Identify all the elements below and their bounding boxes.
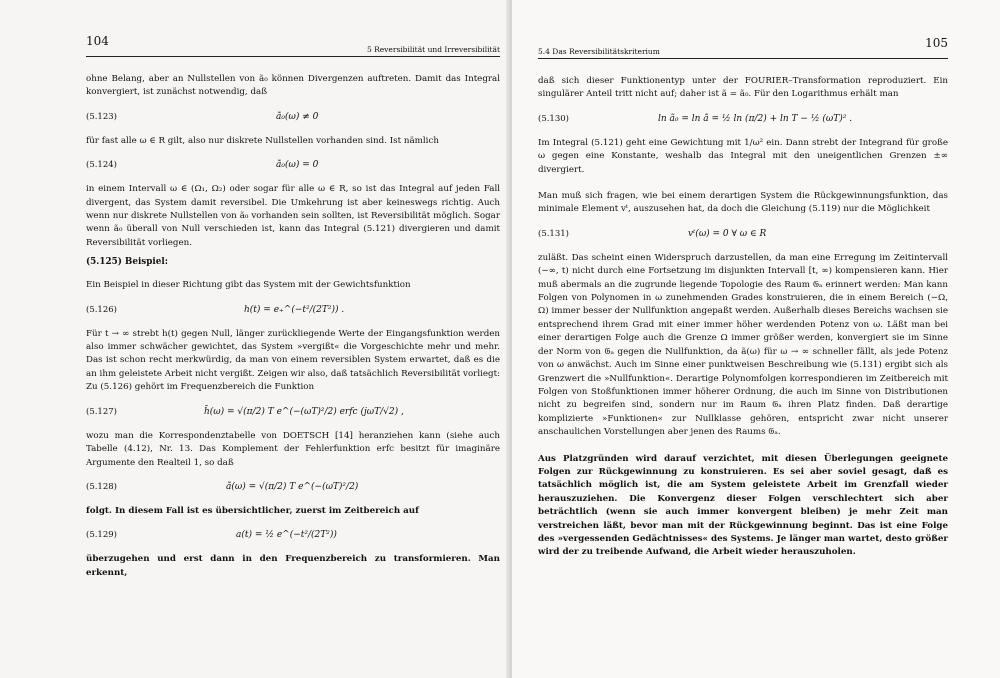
equation-number: (5.124) [86,160,117,171]
equation-formula: ln ã₀ = ln ã = ½ ln (π/2) + ln T − ½ (ωT)² . [658,113,853,124]
paragraph: für fast alle ω ∈ R gilt, also nur diskrete Nullstellen vorhanden sind. Ist nämlich [86,135,439,146]
running-head: 5.4 Das Reversibilitätskriterium [538,47,660,56]
equation-5-128 [86,477,500,499]
equation-5-131 [538,224,948,246]
equation-number: (5.123) [86,111,117,122]
equation-formula: a(t) = ½ e^(−t²/(2T²)) [236,530,337,541]
paragraph: zuläßt. Das scheint einen Widerspruch darzustellen, da man eine Erregung im Zeitintervall (−∞, t) nicht durch eine Fortsetzung im disjunkten Intervall [t, ∞) kompensieren kann. Hier muß abermals an die zugrunde liegende Topologie des Raum 𝔊ₐ erinnert werden: Man kann Folgen von Polynomen in ω zunehmenden Grades konstruieren, die in einem Bereich (−Ω, Ω) immer besser der Nullfunktion angepaßt werden. Außerhalb dieses Bereichs wachsen sie entsprechend ihrem Grad mit einer immer höher werdenden Potenz von ω. Läßt man bei einer derartigen Folge auch die Grenze Ω immer größer werden, konvergiert sie im Sinne der Norm von 𝔊ₐ gegen die Nullfunktion, da ã(ω) für ω → ∞ schneller fällt, als jede Potenz von ω anwächst. Auch im Sinne einer punktweisen Beschreibung wie (5.131) ergibt sich als Grenzwert die »Nullfunktion«. Derartige Polynomfolgen korrespondieren im Zeitbereich mit Folgen von Stoßfunktionen immer höherer Ordnung, die auch im Sinne von Distributionen nicht zu begreifen sind, sondern nur im Raum 𝔊ₐ ihren Platz finden. Daß derartige komplizierte »Funktionen« zur Nullklasse gehören, entspricht zwar nicht unserer anschaulichen Vorstellungen aber jenen des Raums 𝔊ₐ. [538,252,948,438]
equation-number: (5.129) [86,530,117,541]
equation-formula: h̃(ω) = √(π/2) T e^(−(ωT)²/2) erfc (jωT/√2) , [204,406,404,417]
paragraph: in einem Intervall ω ∈ (Ω₁, Ω₂) oder sogar für alle ω ∈ R, so ist das Integral auf jeden Fall divergent, das System damit reversibel. Die Umkehrung ist aber keineswegs richtig. Auch wenn nur diskrete Nullstellen von ã₀ vorhanden sein sollten, ist Reversibilität möglich. Sogar wenn ã₀ überall von Null verschieden ist, kann das Integral (5.121) divergieren und damit Reversibilität vorliegen. [86,184,500,248]
right-page [512,0,1000,678]
equation-number: (5.126) [86,304,117,315]
paragraph: wozu man die Korrespondenztabelle von DOETSCH [14] heranziehen kann (siehe auch Tabelle (4.12), Nr. 13. Das Komplement der Fehlerfunktion erfc besitzt für imaginäre Argumente den Realteil 1, so daß [86,430,500,468]
paragraph: Ein Beispiel in dieser Richtung gibt das System mit der Gewichtsfunktion [86,280,411,291]
equation-number: (5.131) [538,228,569,239]
equation-number: (5.130) [538,113,569,124]
page-number: 104 [86,34,109,48]
paragraph: ohne Belang, aber an Nullstellen von ã₀ können Divergenzen auftreten. Damit das Integral konvergiert, ist zunächst notwendig, daß [86,74,500,98]
equation-number: (5.128) [86,481,117,492]
equation-formula: ã₀(ω) ≠ 0 [276,111,319,122]
paragraph: daß sich dieser Funktionentyp unter der FOURIER–Transformation reproduziert. Ein singulärer Anteil tritt nicht auf; daher ist ã = ã₀. Für den Logarithmus erhält man [538,76,948,100]
equation-formula: h(t) = e₊^(−t²/(2T²)) . [244,304,345,315]
paragraph: Man muß sich fragen, wie bei einem derartigen System die Rückgewinnungsfunktion, das minimale Element vᵗ, auszusehen hat, da doch die Gleichung (5.119) nur die Möglichkeit [538,191,948,215]
equation-number: (5.127) [86,406,117,417]
page-number: 105 [925,36,948,50]
running-head: 5 Reversibilität und Irreversibilität [366,45,500,54]
paragraph: Im Integral (5.121) geht eine Gewichtung mit 1/ω² ein. Dann strebt der Integrand für große ω gegen eine Konstante, weshalb das Integral mit den uneigentlichen Grenzen ±∞ divergiert. [538,137,948,175]
right-page-header [538,36,948,59]
equation-5-127 [86,402,500,424]
equation-formula: ã₀(ω) = 0 [276,160,319,171]
paragraph: Aus Platzgründen wird darauf verzichtet, mit diesen Überlegungen geeignete Folgen zur Rückgewinnung zu konstruieren. Es sei aber soviel gesagt, daß es tatsächlich möglich ist, die am System geleistete Arbeit im Grenzfall wieder herauszuziehen. Die Konvergenz dieser Folgen verschlechtert sich aber beträchtlich (wenn sie auch immer konvergent bleiben) je mehr Zeit man verstreichen läßt, bevor man mit der Rückgewinnung beginnt. Das ist eine Folge des »vergessenden Gedächtnisses« des Systems. Je länger man wartet, desto größer wird der zu treibende Aufwand, die Arbeit wieder herauszuholen. [538,453,948,558]
equation-5-126 [86,300,500,322]
left-page-header [86,34,500,57]
paragraph: folgt. In diesem Fall ist es übersichtlicher, zuerst im Zeitbereich auf [86,505,419,516]
equation-5-129 [86,525,500,547]
equation-5-130 [538,109,948,131]
equation-5-123 [86,107,500,129]
example-heading: (5.125) Beispiel: [86,257,168,268]
equation-formula: ã(ω) = √(π/2) T e^(−(ωT)²/2) [226,481,359,492]
paragraph: überzugehen und erst dann in den Frequenzbereich zu transformieren. Man erkennt, [86,554,500,578]
equation-formula: vᵗ(ω) = 0 ∀ ω ∈ R [688,228,767,239]
equation-5-124 [86,155,500,177]
paragraph: Für t → ∞ strebt h(t) gegen Null, länger zurückliegende Werte der Eingangsfunktion werden also immer schwächer gewichtet, das System »vergißt« die Vorgeschichte mehr und mehr. Das ist schon recht merkwürdig, da man von einem reversiblen System erwartet, daß es die an ihm geleistete Arbeit nicht vergißt. Zeigen wir also, daß tatsächlich Reversibilität vorliegt: Zu (5.126) gehört im Frequenzbereich die Funktion [86,328,500,393]
